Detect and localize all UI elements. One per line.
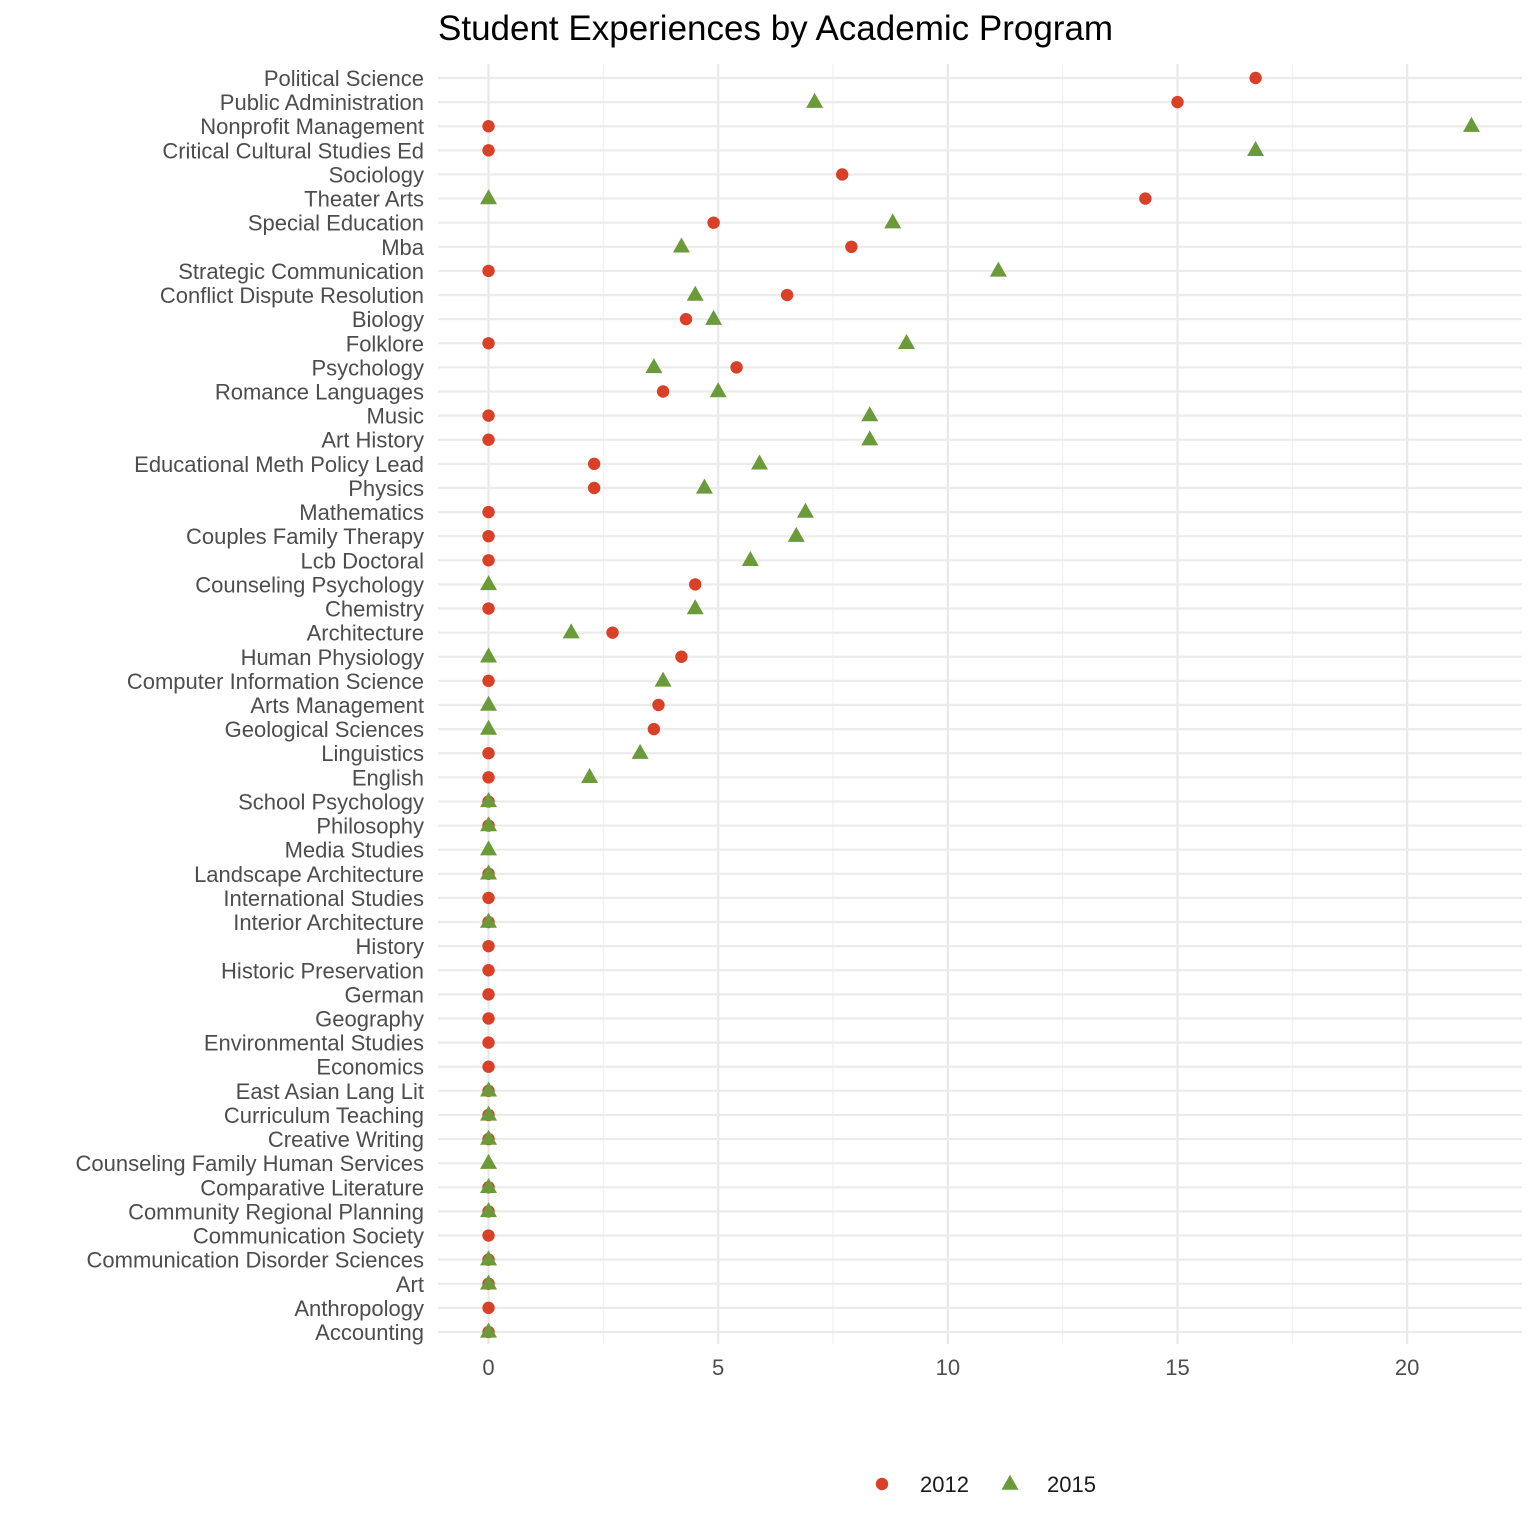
category-label: English [351,765,424,791]
point-2012 [845,241,857,253]
point-2015 [655,672,672,687]
category-label: Special Education [247,210,424,236]
point-2012 [482,675,494,687]
category-label: Landscape Architecture [194,861,424,887]
point-2015 [898,334,915,349]
point-2015 [687,599,704,614]
category-label: Counseling Family Human Services [75,1151,424,1177]
point-2012 [482,530,494,542]
category-label: Mba [381,234,424,260]
category-label: Psychology [311,355,424,381]
point-2015 [687,286,704,301]
point-2012 [482,988,494,1000]
point-2012 [1249,72,1261,84]
x-axis-tick-labels [482,1355,1419,1380]
point-2012 [588,482,600,494]
category-label: Anthropology [294,1295,424,1321]
category-label: School Psychology [238,789,424,815]
category-label: Art History [321,427,424,453]
point-2015 [480,1178,497,1193]
category-label: Chemistry [324,596,424,622]
category-label: Romance Languages [214,379,424,405]
point-2012 [482,337,494,349]
x-tick-label: 10 [935,1355,961,1380]
point-2015 [480,1154,497,1169]
category-label: East Asian Lang Lit [235,1078,424,1104]
point-2012 [836,168,848,180]
category-label: Educational Meth Policy Lead [134,451,424,477]
point-2012 [482,144,494,156]
category-label: Curriculum Teaching [223,1102,424,1128]
category-label: History [355,934,424,960]
point-2012 [482,265,494,277]
point-2012 [482,892,494,904]
category-label: Strategic Communication [178,258,424,284]
point-2015 [480,1106,497,1121]
point-2012 [482,1302,494,1314]
category-label: Historic Preservation [221,958,424,984]
category-label: Sociology [328,162,424,188]
point-2015 [806,93,823,108]
point-2015 [480,575,497,590]
point-2015 [742,551,759,566]
point-2015 [1247,141,1264,156]
category-label: Lcb Doctoral [300,548,424,574]
category-label: Mathematics [299,500,424,526]
point-2012 [652,699,664,711]
category-label: Computer Information Science [126,668,424,694]
x-tick-label: 20 [1394,1355,1420,1380]
point-2012 [588,458,600,470]
x-tick-label: 5 [712,1355,725,1380]
point-2012 [482,602,494,614]
point-2012 [680,313,692,325]
point-2015 [563,623,580,638]
point-2012 [689,578,701,590]
point-2012 [482,940,494,952]
point-2015 [751,455,768,470]
point-2015 [480,1082,497,1097]
category-label: Linguistics [321,741,424,767]
category-label: Accounting [315,1319,424,1345]
category-label: Geological Sciences [224,717,424,743]
category-label: Comparative Literature [200,1175,424,1201]
legend-item-2012 [876,1472,969,1497]
point-2015 [480,647,497,662]
point-2015 [861,406,878,421]
grid-lines [438,64,1522,1344]
x-tick-label: 15 [1165,1355,1190,1380]
point-2015 [797,503,814,518]
category-label: Couples Family Therapy [185,524,424,550]
point-2012 [482,409,494,421]
category-label: International Studies [223,885,424,911]
legend [876,1472,1096,1497]
point-2015 [705,310,722,325]
point-2012 [482,1061,494,1073]
category-label: Communication Society [192,1223,424,1249]
point-2015 [710,382,727,397]
category-label: Nonprofit Management [200,114,424,140]
category-label: Creative Writing [267,1127,424,1153]
point-2012 [1171,96,1183,108]
category-label: Conflict Dispute Resolution [159,283,424,309]
legend-key-2012 [876,1478,888,1490]
point-2015 [480,1250,497,1265]
category-label: Media Studies [284,837,424,863]
point-2012 [482,747,494,759]
point-2012 [606,626,618,638]
point-2015 [480,1202,497,1217]
point-2012 [482,1036,494,1048]
point-2015 [480,1323,497,1338]
category-label: Community Regional Planning [128,1199,424,1225]
chart-title: Student Experiences by Academic Program [438,9,1114,48]
legend-item-2015 [1002,1472,1096,1497]
point-2015 [480,720,497,735]
category-axis-labels [76,66,425,1345]
point-2012 [675,651,687,663]
point-2015 [480,1274,497,1289]
category-label: Arts Management [250,692,424,718]
category-label: Communication Disorder Sciences [86,1247,424,1273]
legend-key-2015 [1002,1475,1019,1490]
category-label: Environmental Studies [203,1030,424,1056]
point-2015 [884,213,901,228]
category-label: Biology [351,307,424,333]
point-2015 [480,189,497,204]
point-2015 [788,527,805,542]
category-label: Architecture [306,620,424,646]
legend-label: 2015 [1047,1472,1096,1497]
point-2015 [480,816,497,831]
category-label: Political Science [263,66,424,91]
point-2015 [480,696,497,711]
point-2012 [482,506,494,518]
point-2012 [730,361,742,373]
point-2015 [645,358,662,373]
point-2015 [581,768,598,783]
point-2012 [482,120,494,132]
category-label: Counseling Psychology [195,572,424,598]
point-2015 [861,430,878,445]
category-label: Geography [315,1006,424,1032]
point-2015 [632,744,649,759]
category-label: Music [366,403,424,429]
point-2012 [482,1229,494,1241]
point-2015 [480,792,497,807]
point-2015 [990,262,1007,277]
point-2015 [480,840,497,855]
point-2015 [673,238,690,253]
point-2015 [696,479,713,494]
point-2012 [781,289,793,301]
legend-label: 2012 [920,1472,969,1497]
point-2012 [657,385,669,397]
category-label: Physics [348,475,424,501]
category-label: Art [395,1271,424,1297]
category-label: Interior Architecture [233,910,424,936]
point-2015 [1463,117,1480,132]
point-2012 [482,434,494,446]
category-label: Human Physiology [240,644,424,670]
category-label: Philosophy [316,813,424,839]
point-2015 [480,864,497,879]
series-2015 [480,93,1480,1338]
point-2012 [648,723,660,735]
point-2012 [482,964,494,976]
point-2012 [707,216,719,228]
category-label: Critical Cultural Studies Ed [162,138,424,164]
x-tick-label: 0 [482,1355,495,1380]
point-2012 [482,771,494,783]
point-2012 [482,1012,494,1024]
category-label: Public Administration [219,90,424,116]
point-2015 [480,913,497,928]
point-2012 [1139,192,1151,204]
category-label: Theater Arts [304,186,424,212]
category-label: Economics [316,1054,424,1080]
category-label: German [344,982,424,1008]
point-2015 [480,1130,497,1145]
category-label: Folklore [345,331,424,357]
point-2012 [482,554,494,566]
